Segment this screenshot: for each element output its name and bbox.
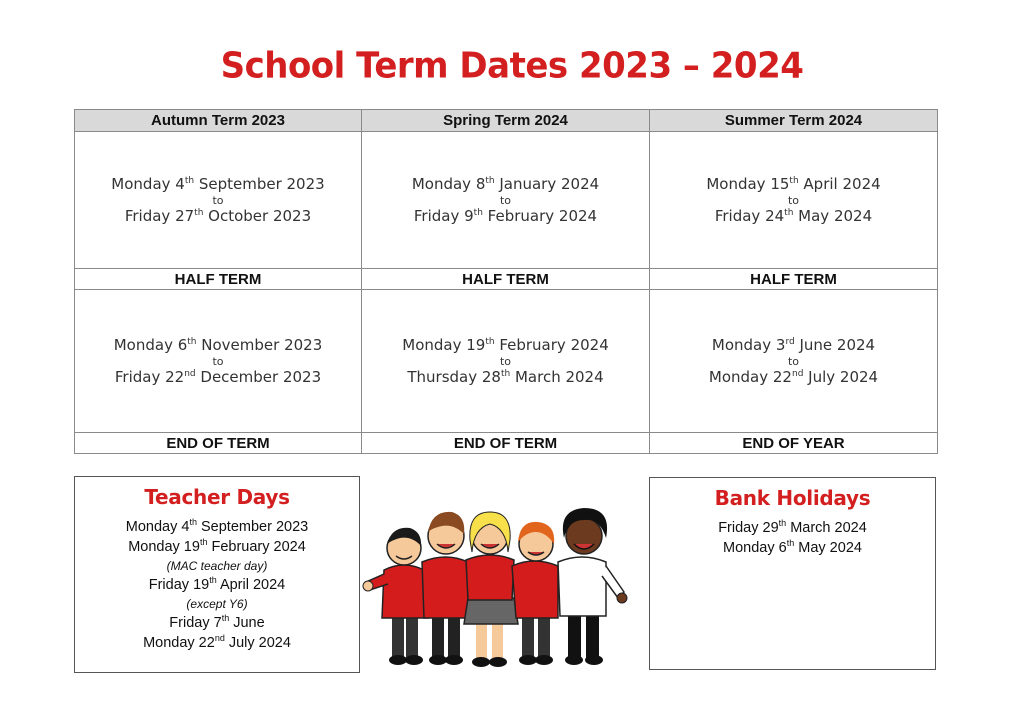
ordinal-suffix: nd: [184, 368, 196, 379]
start-date: [650, 336, 937, 355]
ordinal-suffix: th: [784, 207, 794, 218]
ordinal-suffix: th: [209, 575, 217, 585]
teacher-days-list: [75, 517, 359, 653]
date-line: [75, 575, 359, 595]
to-label: to: [787, 354, 800, 368]
to-label: to: [212, 193, 224, 207]
ordinal-suffix: th: [189, 517, 197, 527]
start-date: [75, 336, 361, 355]
ordinal-suffix: th: [221, 613, 230, 623]
end-date: [650, 207, 937, 226]
end-date-day: Friday 22: [114, 367, 185, 386]
term-dates-cell: [75, 290, 362, 433]
date-line: [75, 517, 359, 537]
end-date-day: Monday 22: [708, 367, 792, 386]
ordinal-suffix: nd: [214, 633, 225, 643]
term-dates-cell: [362, 290, 650, 433]
ordinal-suffix: th: [789, 175, 799, 186]
date-month-year: March 2024: [786, 520, 867, 536]
child-figure: [512, 522, 558, 665]
end-date: [362, 368, 649, 387]
date-line: [650, 518, 935, 538]
start-date-day: Monday 3: [711, 335, 786, 354]
date-month-year: February 2024: [207, 539, 306, 555]
ordinal-suffix: th: [199, 537, 208, 547]
to-label: to: [212, 354, 224, 368]
first-half-dates-row: [75, 132, 938, 269]
date-month-year: April 2024: [216, 577, 286, 593]
ordinal-suffix: th: [500, 368, 511, 379]
date-month-year: July 2024: [224, 635, 291, 651]
date-month-year: June: [229, 615, 265, 631]
end-term-label: END OF TERM: [362, 433, 650, 454]
header-spring-term: Spring Term 2024: [362, 110, 650, 132]
end-date-month-year: December 2023: [195, 367, 322, 386]
date-month-year: May 2024: [794, 540, 862, 556]
start-date-day: Monday 19: [402, 335, 486, 354]
start-date-month-year: June 2024: [794, 335, 876, 354]
date-day: Monday 6: [723, 540, 787, 556]
ordinal-suffix: th: [485, 175, 495, 186]
table-header-row: [75, 110, 938, 132]
start-date: [362, 336, 649, 355]
date-day: Monday 4: [125, 519, 190, 535]
start-date-month-year: September 2023: [194, 174, 325, 193]
end-date: [362, 207, 649, 226]
end-date: [75, 368, 361, 387]
header-summer-term: Summer Term 2024: [650, 110, 938, 132]
end-date: [75, 207, 361, 226]
bank-holidays-list: [650, 518, 935, 558]
end-date-month-year: October 2023: [203, 206, 312, 225]
end-date-day: Friday 9: [413, 206, 474, 225]
start-date-month-year: November 2023: [196, 335, 323, 354]
date-month-year: September 2023: [196, 519, 309, 535]
half-term-row: [75, 269, 938, 290]
ordinal-suffix: th: [473, 207, 483, 218]
start-date: [362, 175, 649, 194]
teacher-days-box: [74, 476, 360, 673]
term-dates-cell: [650, 132, 938, 269]
start-date-month-year: April 2024: [798, 174, 881, 193]
end-date-month-year: May 2024: [793, 206, 873, 225]
ordinal-suffix: th: [485, 336, 495, 347]
start-date-day: Monday 15: [706, 174, 790, 193]
bank-holidays-box: [649, 477, 936, 670]
end-date-day: Friday 24: [714, 206, 785, 225]
ordinal-suffix: th: [184, 175, 195, 186]
start-date: [650, 175, 937, 194]
date-line: [75, 613, 359, 633]
to-label: to: [499, 193, 512, 207]
end-date-day: Thursday 28: [407, 367, 501, 386]
to-label: to: [499, 354, 512, 368]
end-of-term-row: [75, 433, 938, 454]
second-half-dates-row: [75, 290, 938, 433]
header-autumn-term: Autumn Term 2023: [75, 110, 362, 132]
note-text: (MAC teacher day): [166, 559, 268, 573]
term-dates-cell: [362, 132, 650, 269]
half-term-label: HALF TERM: [650, 269, 938, 290]
start-date-day: Monday 8: [411, 174, 486, 193]
term-dates-cell: [75, 132, 362, 269]
ordinal-suffix: th: [187, 336, 197, 347]
date-line: [650, 538, 935, 558]
children-group-illustration: [362, 500, 638, 672]
start-date-day: Monday 6: [113, 335, 188, 354]
teacher-days-title: Teacher Days: [144, 485, 290, 509]
start-date: [75, 175, 361, 194]
date-day: Monday 19: [128, 539, 200, 555]
start-date-month-year: February 2024: [494, 335, 609, 354]
note-text: (except Y6): [186, 597, 248, 611]
end-date-month-year: February 2024: [482, 206, 598, 225]
term-dates-cell: [650, 290, 938, 433]
to-label: to: [787, 193, 800, 207]
date-line: [75, 633, 359, 653]
ordinal-suffix: th: [194, 207, 204, 218]
end-date-day: Friday 27: [124, 206, 195, 225]
date-day: Friday 7: [169, 615, 222, 631]
date-day: Monday 22: [143, 635, 215, 651]
bank-holidays-title: Bank Holidays: [714, 486, 871, 510]
end-date-month-year: July 2024: [803, 367, 879, 386]
end-year-label: END OF YEAR: [650, 433, 938, 454]
date-day: Friday 29: [718, 520, 779, 536]
term-dates-table: [74, 109, 938, 454]
date-day: Friday 19: [148, 577, 210, 593]
end-date-month-year: March 2024: [510, 367, 604, 386]
ordinal-suffix: nd: [791, 368, 804, 379]
child-figure: [422, 512, 470, 665]
child-figure: [464, 512, 518, 667]
start-date-day: Monday 4: [111, 174, 185, 193]
end-date: [650, 368, 937, 387]
end-term-label: END OF TERM: [75, 433, 362, 454]
ordinal-suffix: th: [778, 518, 787, 528]
child-figure: [363, 528, 428, 665]
page-title: School Term Dates 2023 – 2024: [220, 45, 804, 87]
ordinal-suffix: th: [786, 538, 795, 548]
child-figure: [558, 508, 627, 665]
date-line: [75, 537, 359, 557]
start-date-month-year: January 2024: [494, 174, 600, 193]
half-term-label: HALF TERM: [75, 269, 362, 290]
ordinal-suffix: rd: [785, 336, 795, 347]
half-term-label: HALF TERM: [362, 269, 650, 290]
